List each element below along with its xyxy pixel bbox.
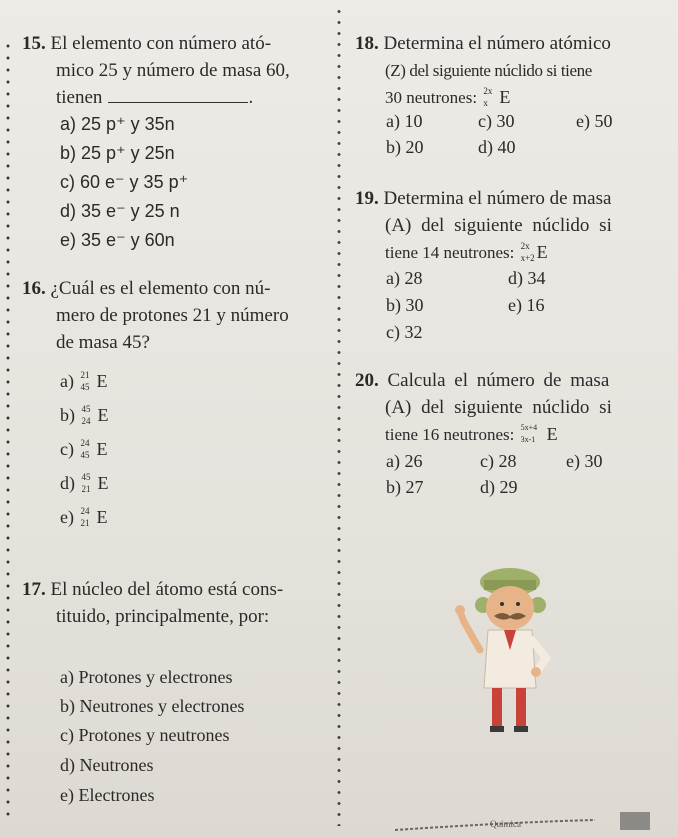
- q15-option-e[interactable]: e) 35 e⁻ y 60n: [60, 230, 175, 250]
- q17-option-e[interactable]: e) Electrones: [60, 785, 155, 805]
- question-number: 16.: [22, 278, 46, 299]
- question-text-line1: Determina el número de masa: [383, 188, 612, 209]
- q17-option-b[interactable]: b) Neutrones y electrones: [60, 696, 245, 716]
- nuclide-notation: 24 45: [80, 437, 90, 460]
- question-text-line1: Calcula el número de masa: [387, 370, 610, 391]
- nuclide-notation: 21 45: [80, 369, 90, 392]
- question-text-line1: Determina el número atómico: [383, 33, 611, 54]
- question-number: 15.: [22, 33, 46, 54]
- q16-option-a[interactable]: a) 21 45 E: [60, 369, 108, 392]
- nuclide-notation: 45 24: [81, 403, 91, 426]
- q19-option-d[interactable]: d) 34: [508, 268, 546, 288]
- nuclide-notation: 24 21: [80, 505, 90, 528]
- question-17: [22, 576, 334, 630]
- q17-option-c[interactable]: c) Protones y neutrones: [60, 725, 230, 745]
- question-text-line1: El núcleo del átomo está cons-: [50, 579, 284, 600]
- question-number: 19.: [355, 188, 379, 209]
- q18-option-e[interactable]: e) 50: [576, 111, 613, 131]
- q16-option-b[interactable]: b) 45 24 E: [60, 403, 109, 426]
- question-20: 20. Calcula el número de masa (A) del siguiente núclido si tiene 16 neutrones: 5x+4 3x-1 E: [355, 367, 670, 448]
- question-15: [22, 30, 334, 111]
- question-text-line2: (A) del siguiente núclido si: [385, 215, 612, 236]
- q17-option-d[interactable]: d) Neutrones: [60, 755, 154, 775]
- question-trail: .: [248, 87, 254, 108]
- scientist-mascot-illustration: [450, 560, 560, 750]
- question-text-line3: tiene 16 neutrones:: [385, 425, 515, 444]
- nuclide-notation: 2x x: [483, 86, 493, 109]
- question-19: 19. Determina el número de masa (A) del siguiente núclido si tiene 14 neutrones: 2x x+2 E: [355, 185, 670, 266]
- q18-option-d[interactable]: d) 40: [478, 137, 516, 157]
- q20-option-b[interactable]: b) 27: [386, 477, 424, 497]
- q17-option-a[interactable]: a) Protones y electrones: [60, 667, 233, 687]
- question-text-line1: ¿Cuál es el elemento con nú-: [50, 278, 271, 299]
- q16-option-e[interactable]: e) 24 21 E: [60, 505, 108, 528]
- question-text-line2: tituido, principalmente, por:: [56, 606, 270, 627]
- q15-option-a[interactable]: a) 25 p⁺ y 35n: [60, 114, 175, 134]
- q15-option-d[interactable]: d) 35 e⁻ y 25 n: [60, 201, 180, 221]
- question-text-line2: (Z) del siguiente núclido si tiene: [385, 61, 592, 80]
- q20-option-a[interactable]: a) 26: [386, 451, 423, 471]
- column-divider: [337, 6, 341, 826]
- question-number: 17.: [22, 579, 46, 600]
- nuclide-notation: 2x x+2: [520, 241, 535, 264]
- question-text-line2: mico 25 y número de masa 60,: [56, 60, 290, 81]
- q16-option-c[interactable]: c) 24 45 E: [60, 437, 108, 460]
- question-text-line3: tiene 14 neutrones:: [385, 243, 515, 262]
- question-number: 18.: [355, 33, 379, 54]
- q18-option-a[interactable]: a) 10: [386, 111, 423, 131]
- q16-option-d[interactable]: d) 45 21 E: [60, 471, 109, 494]
- footer-subject-label: Química: [490, 819, 521, 829]
- q19-option-e[interactable]: e) 16: [508, 295, 545, 315]
- question-text-line3: 30 neutrones:: [385, 88, 478, 107]
- question-text-line1: El elemento con número ató-: [50, 33, 272, 54]
- q20-option-c[interactable]: c) 28: [480, 451, 517, 471]
- q19-option-b[interactable]: b) 30: [386, 295, 424, 315]
- q19-option-c[interactable]: c) 32: [386, 322, 423, 342]
- q18-option-b[interactable]: b) 20: [386, 137, 424, 157]
- question-text-line2: (A) del siguiente núclido si: [385, 397, 612, 418]
- question-18: 18. Determina el número atómico (Z) del siguiente núclido si tiene 30 neutrones: 2x x E: [355, 30, 670, 111]
- q15-option-c[interactable]: c) 60 e⁻ y 35 p⁺: [60, 172, 189, 192]
- question-number: 20.: [355, 370, 379, 391]
- q15-option-b[interactable]: b) 25 p⁺ y 25n: [60, 143, 175, 163]
- question-text-line3: tienen: [56, 87, 103, 108]
- question-text-line2: mero de protones 21 y número: [56, 305, 289, 326]
- q20-option-e[interactable]: e) 30: [566, 451, 603, 471]
- nuclide-notation: 45 21: [81, 471, 91, 494]
- left-margin-dots: [6, 40, 10, 820]
- q20-option-d[interactable]: d) 29: [480, 477, 518, 497]
- q18-option-c[interactable]: c) 30: [478, 111, 515, 131]
- question-text-line3: de masa 45?: [56, 332, 150, 353]
- footer-decoration: [395, 812, 655, 832]
- question-16: [22, 275, 334, 356]
- answer-blank[interactable]: [108, 102, 248, 103]
- nuclide-notation: 5x+4 3x-1: [520, 423, 538, 445]
- q19-option-a[interactable]: a) 28: [386, 268, 423, 288]
